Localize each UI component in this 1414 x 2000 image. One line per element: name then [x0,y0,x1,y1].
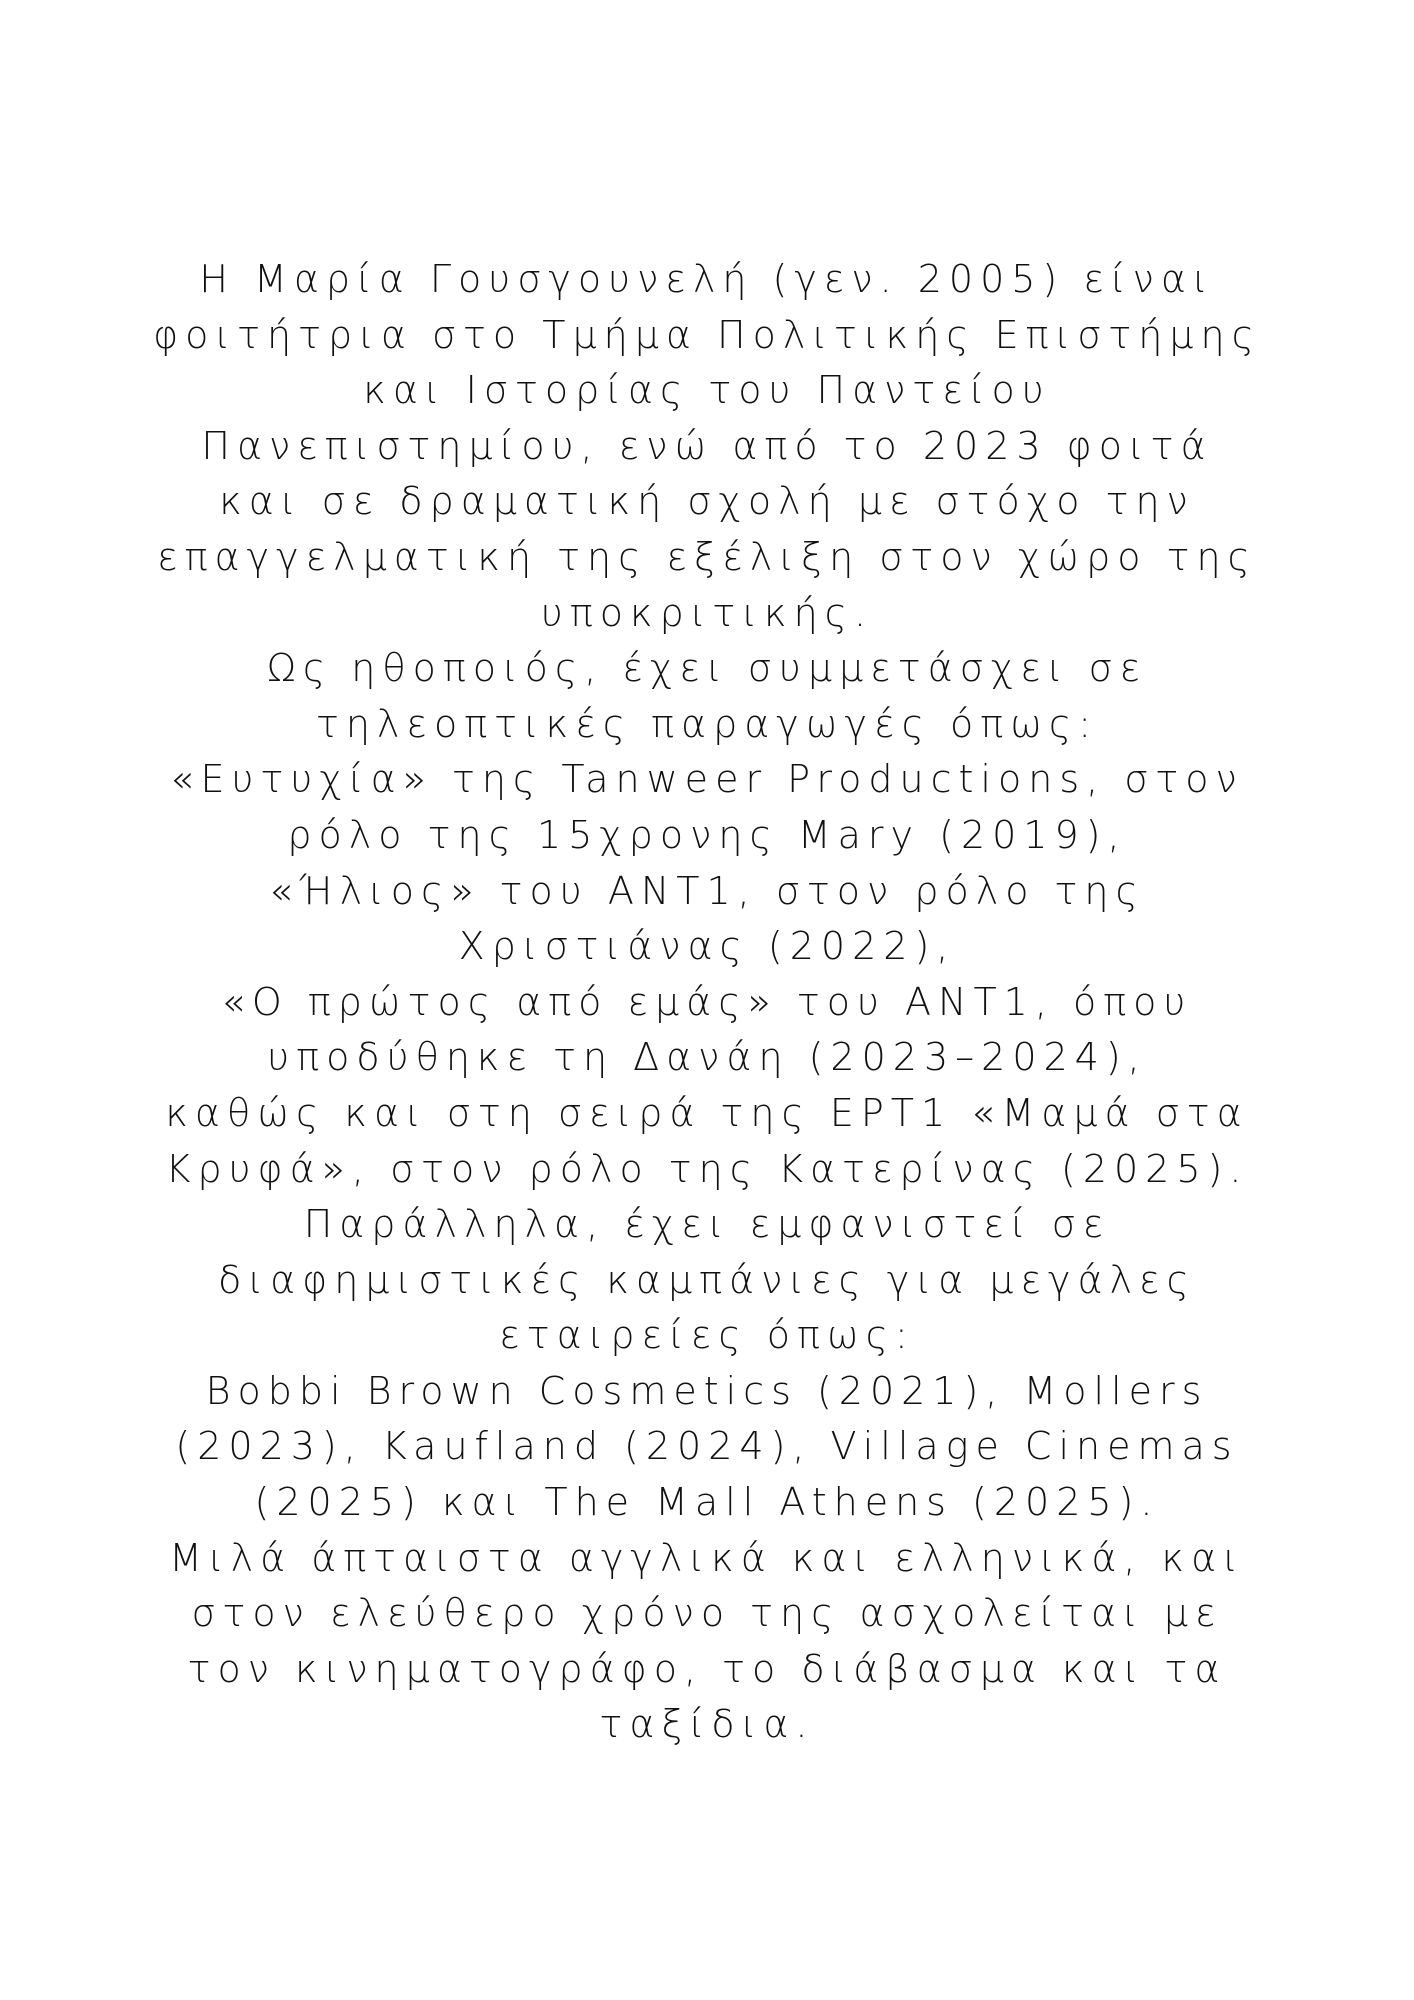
bio-line: ρόλο της 15χρονης Mary (2019), [287,812,1127,857]
bio-line: φοιτήτρια στο Τμήμα Πολιτικής Επιστήμης [153,312,1261,357]
bio-line: διαφημιστικές καμπάνιες για μεγάλες [218,1257,1196,1302]
bio-line: Χριστιάνας (2022), [458,924,956,969]
bio-line: Μιλά άπταιστα αγγλικά και ελληνικά, και [169,1535,1245,1580]
bio-line: καθώς και στη σειρά της ΕΡΤ1 «Μαμά στα [165,1090,1249,1135]
bio-line: (2023), Kaufland (2024), Village Cinemas [175,1424,1239,1469]
bio-line: Παράλληλα, έχει εμφανιστεί σε [303,1202,1111,1247]
bio-line: ταξίδια. [599,1702,815,1747]
bio-line: επαγγελματική της εξέλιξη στον χώρο της [157,534,1257,579]
bio-line: (2025) και The Mall Athens (2025). [254,1480,1160,1525]
bio-line: «Ευτυχία» της Tanweer Productions, στον [170,757,1244,802]
bio-line: υποδύθηκε τη Δανάη (2023–2024), [267,1035,1147,1080]
bio-line: τηλεοπτικές παραγωγές όπως: [315,701,1099,746]
bio-line: εταιρείες όπως: [499,1313,915,1358]
bio-line: «Ήλιος» του ΑΝΤ1, στον ρόλο της [269,868,1145,913]
bio-line: «Ο πρώτος από εμάς» του ΑΝΤ1, όπου [221,979,1193,1024]
bio-line: στον ελεύθερο χρόνο της ασχολείται με [191,1591,1223,1636]
bio-line: και σε δραματική σχολή με στόχο την [219,479,1195,524]
bio-line: Κρυφά», στον ρόλο της Κατερίνας (2025). [165,1146,1249,1191]
bio-line: τον κινηματογράφο, το διάβασμα και τα [187,1646,1227,1691]
bio-line: Πανεπιστημίου, ενώ από το 2023 φοιτά [201,423,1213,468]
bio-line: και Ιστορίας του Παντείου [363,368,1051,413]
bio-line: Ως ηθοποιός, έχει συμμετάσχει σε [266,646,1148,691]
bio-line: Bobbi Brown Cosmetics (2021), Mollers [205,1368,1209,1413]
bio-line: υποκριτικής. [540,590,874,635]
biography-text [90,252,1324,1753]
bio-line: Η Μαρία Γουσγουνελή (γεν. 2005) είναι [199,257,1215,301]
